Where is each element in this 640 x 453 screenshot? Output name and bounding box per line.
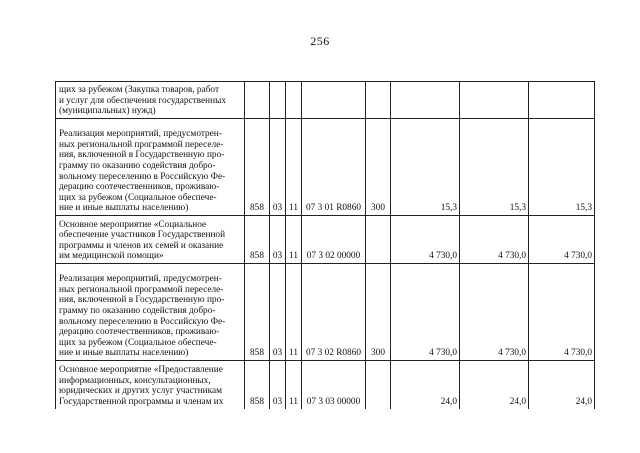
expense-type: 300 (366, 264, 391, 361)
ministry-code: 858 (245, 264, 270, 361)
subsection-code: 11 (286, 216, 302, 264)
row-description: Основное мероприятие «Предоставление информационных, консультационных, юридических и других услуг участникам Государственной программы и членам их (56, 361, 245, 409)
sum-year-1: 4 730,0 (391, 264, 460, 361)
section-code: 03 (270, 264, 286, 361)
target-article: 07 3 02 R0860 (302, 264, 366, 361)
sum-year-3: 24,0 (529, 361, 595, 409)
ministry-code: 858 (245, 216, 270, 264)
sum-year-1: 15,3 (391, 119, 460, 216)
page-number: 256 (310, 34, 330, 48)
sum-year-1: 24,0 (391, 361, 460, 409)
sum-year-1 (391, 82, 460, 119)
subsection-code: 11 (286, 119, 302, 216)
row-description: Реализация мероприятий, предусмотрен- ных региональной программой переселе- ния, включенной в Государственную про- грамму по оказанию содействия добро- вольному переселению в Российскую Фе- дерацию соотечественников, проживаю- щих за рубежом (Социальное обеспече- ние и иные выплаты населению) (56, 264, 245, 361)
section-code: 03 (270, 216, 286, 264)
section-code (270, 82, 286, 119)
table-row (56, 216, 595, 264)
sum-year-3: 4 730,0 (529, 264, 595, 361)
section-code: 03 (270, 119, 286, 216)
sum-year-2: 15,3 (460, 119, 529, 216)
expense-type (366, 82, 391, 119)
sum-year-3: 15,3 (529, 119, 595, 216)
row-description: Основное мероприятие «Социальное обеспечение участников Государственной программы и членов их семей и оказание им медицинской помощи» (56, 216, 245, 264)
table-row (56, 82, 595, 119)
ministry-code: 858 (245, 119, 270, 216)
sum-year-3 (529, 82, 595, 119)
target-article (302, 82, 366, 119)
ministry-code (245, 82, 270, 119)
section-code: 03 (270, 361, 286, 409)
sum-year-2: 24,0 (460, 361, 529, 409)
subsection-code (286, 82, 302, 119)
table-row (56, 361, 595, 409)
sum-year-1: 4 730,0 (391, 216, 460, 264)
table-row (56, 264, 595, 361)
sum-year-2: 4 730,0 (460, 216, 529, 264)
table-row (56, 119, 595, 216)
expense-type (366, 361, 391, 409)
sum-year-2: 4 730,0 (460, 264, 529, 361)
budget-table (55, 81, 595, 409)
expense-type: 300 (366, 119, 391, 216)
row-description: щих за рубежом (Закупка товаров, работ и услуг для обеспечения государственных (муниципальных) нужд) (56, 82, 245, 119)
subsection-code: 11 (286, 264, 302, 361)
target-article: 07 3 03 00000 (302, 361, 366, 409)
subsection-code: 11 (286, 361, 302, 409)
ministry-code: 858 (245, 361, 270, 409)
expense-type (366, 216, 391, 264)
sum-year-3: 4 730,0 (529, 216, 595, 264)
target-article: 07 3 01 R0860 (302, 119, 366, 216)
sum-year-2 (460, 82, 529, 119)
target-article: 07 3 02 00000 (302, 216, 366, 264)
row-description: Реализация мероприятий, предусмотрен- ных региональной программой переселе- ния, включенной в Государственную про- грамму по оказанию содействия добро- вольному переселению в Российскую Фе- дерацию соотечественников, проживаю- щих за рубежом (Социальное обеспече- ние и иные выплаты населению) (56, 119, 245, 216)
